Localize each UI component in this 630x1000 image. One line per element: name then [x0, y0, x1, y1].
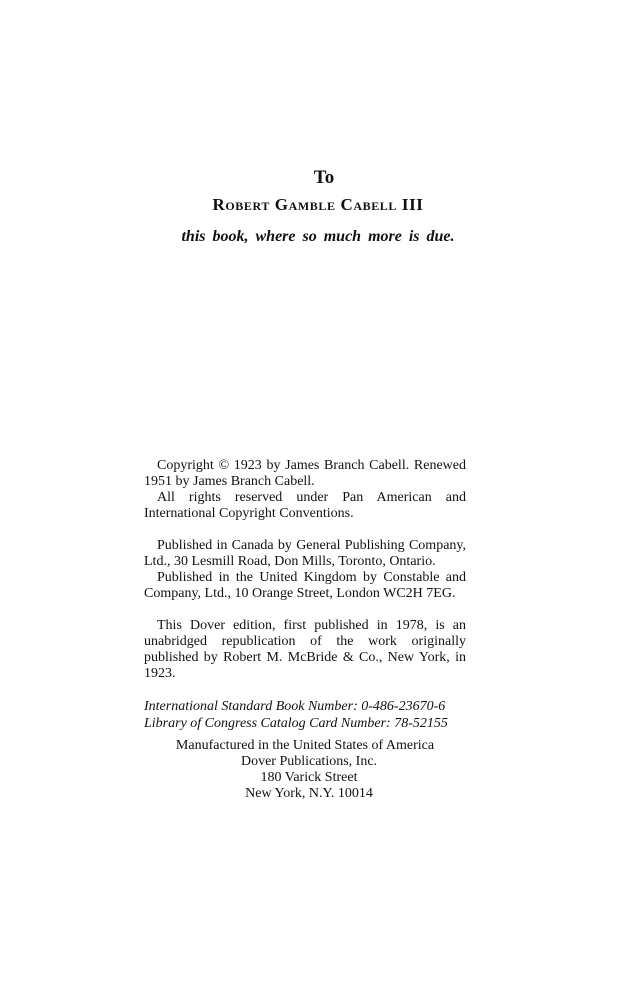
manufactured-line: Manufactured in the United States of America	[175, 738, 435, 753]
edition-note: This Dover edition, first published in 1978, is an unabridged republication of the work originally published by Robert M. McBride & Co., New York, in 1923.	[144, 618, 466, 681]
canada-publication: Published in Canada by General Publishing Company, Ltd., 30 Lesmill Road, Don Mills, Toronto, Ontario.	[144, 538, 466, 569]
rights-notice: All rights reserved under Pan American and International Copyright Conventions.	[144, 490, 466, 521]
dedication-name	[6, 193, 630, 217]
dedication-name-text: Robert Gamble Cabell	[212, 195, 398, 214]
dedication	[0, 166, 630, 249]
dedication-line: this book, where so much more is due.	[181, 228, 455, 245]
copyright-notice: Copyright © 1923 by James Branch Cabell. Renewed 1951 by James Branch Cabell.	[144, 458, 466, 489]
dedication-name-numeral: III	[401, 195, 424, 214]
uk-publication: Published in the United Kingdom by Constable and Company, Ltd., 10 Orange Street, London WC2H 7EG.	[144, 570, 466, 601]
copyright-block	[144, 458, 466, 802]
dedication-to: To	[313, 167, 335, 188]
publisher-city: New York, N.Y. 10014	[245, 786, 373, 801]
publisher-name: Dover Publications, Inc.	[240, 754, 378, 769]
isbn-line: International Standard Book Number: 0-486-23670-6	[144, 699, 446, 714]
publisher-street: 180 Varick Street	[260, 770, 358, 785]
lccn-line: Library of Congress Catalog Card Number: 78-52155	[144, 716, 448, 731]
